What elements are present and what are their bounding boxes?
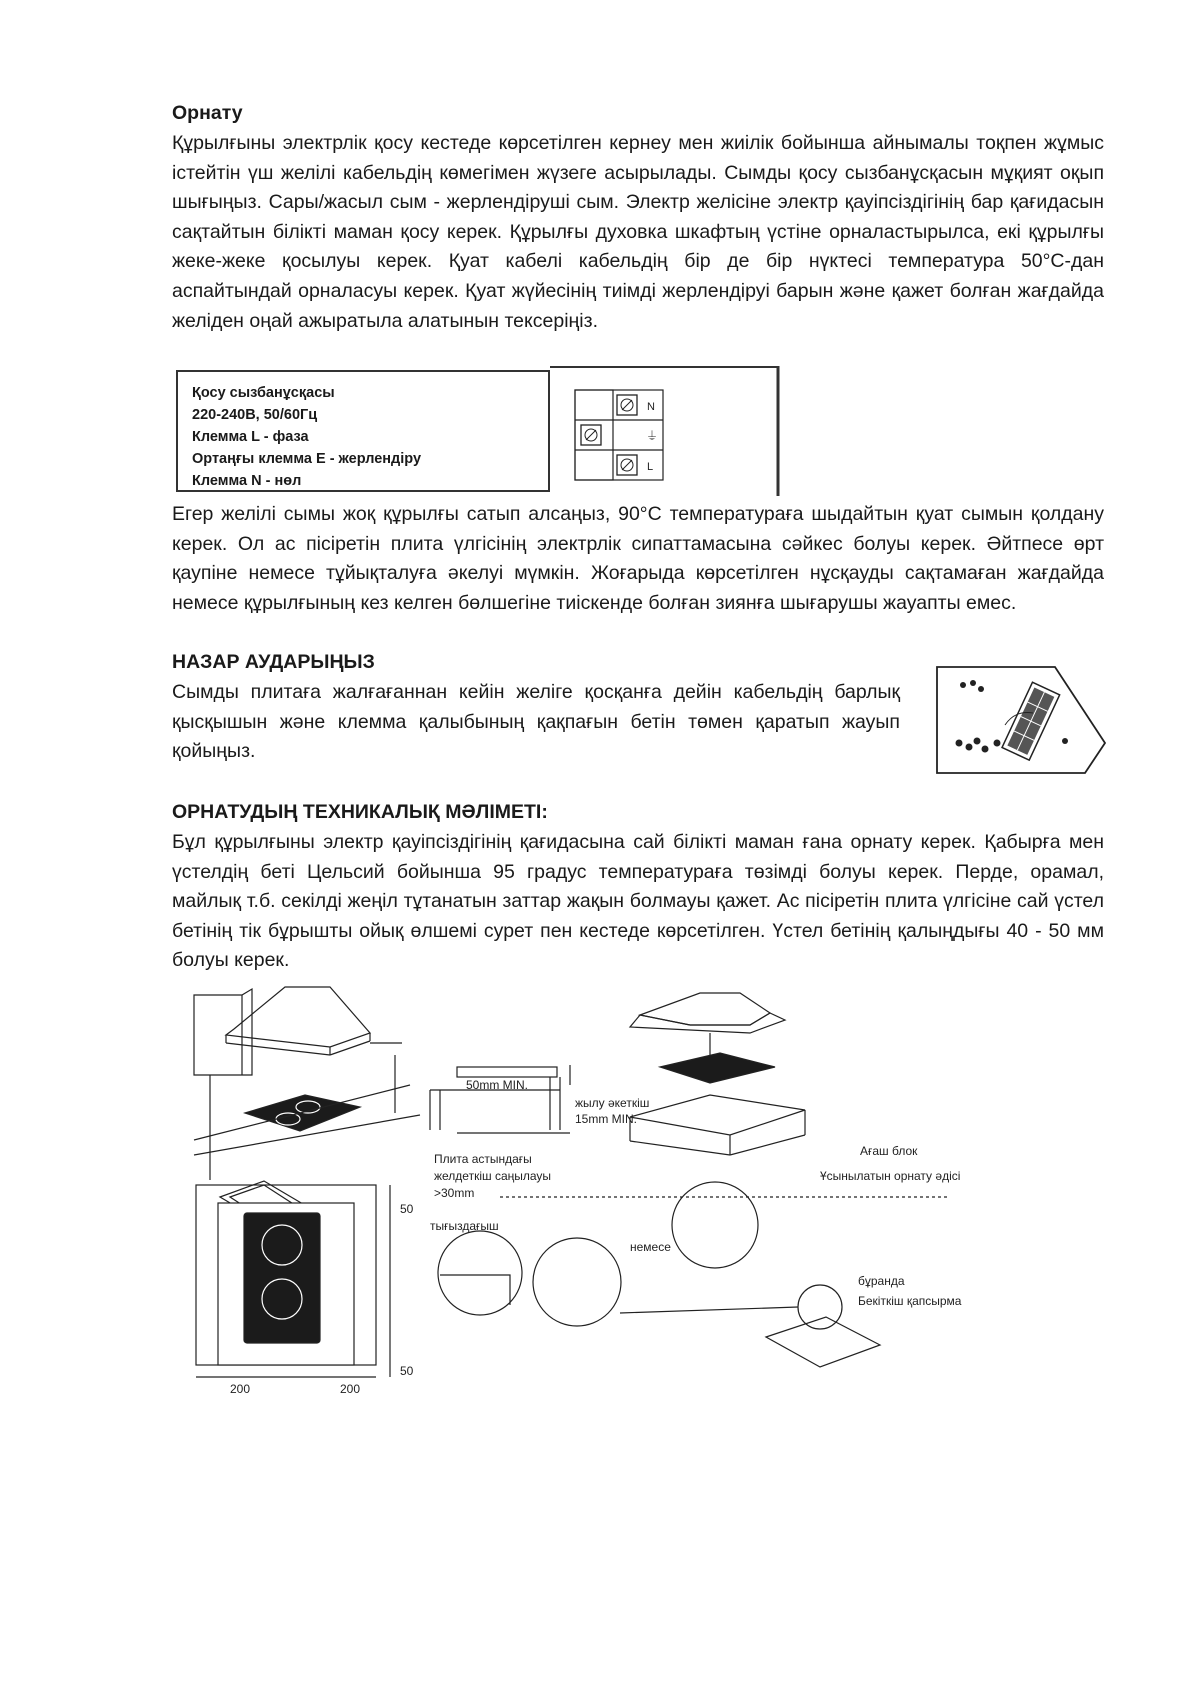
cutout-dimension-figure [196,1185,390,1377]
terminal-screw-icon [617,455,637,475]
dim200-left: 200 [230,1382,251,1396]
terminal-label-n: N [647,401,655,413]
heat-shield-label: жылу әкеткіш [575,1096,650,1110]
dim200-right: 200 [340,1382,361,1396]
seal-label: тығыздағыш [430,1219,499,1233]
wiring-line: 220-240В, 50/60Гц [192,407,318,423]
seal-detail-figure [438,1231,522,1315]
wiring-line: Ортаңғы клемма E - жерлендіру [192,451,422,467]
wiring-line: Қосу сызбанұсқасы [192,385,335,401]
terminal-screw-icon [581,425,601,445]
wiring-line: Клемма N - нөл [192,473,302,489]
section-title: Орнату [172,102,243,124]
min15-label: 15mm MIN. [575,1112,638,1126]
installation-paragraph: Құрылғыны электрлік қосу кестеде көрсетілген кернеу мен жиілік бойынша айнымалы тоқпен жұмыс істейтін үш желілі кабельдің көмегімен жүзеге асырылады. Сымды қосу сызбанұсқасын мұқият оқып шығыңыз. Сары/жасыл сым - жерлендіруші сым. Электр желісіне электр қауіпсіздігінің бар қағидасын сақтайтын білікті маман қосу керек. Құрылғы духовка шкафтың үстіне орналастырылса, екі құрылғы жеке-жеке қосылуы керек. Қуат кабелі кабельдің бір де бір нүктесі температура 50°C-дан аспайтындай орналасуы керек. Қуат жүйесінің тиімді жерлендіруі барын және қажет болған жағдайда желіден оңай ажыратыла алатынын тексеріңіз. [172,132,1104,332]
cable-paragraph: Егер желілі сымы жоқ құрылғы сатып алсаңыз, 90°C температураға шыдайтын қуат сымын қолдану керек. Ол ас пісіретін плита үлгісінің электрлік сипаттамасына сәйкес болуы керек. Әйтпесе өрт қаупіне немесе тұйықталуға әкелуі мүмкін. Жоғарыда көрсетілген нұсқауды сақтамаған жағдайда немесе құрылғының кез келген бөлшегіне тиіскенде болған зиянға шығарушы жауапты емес. [172,503,1104,614]
technical-paragraph: Бұл құрылғыны электр қауіпсіздігінің қағидасына сай білікті маман ғана орнату керек. Қабырға мен үстелдің беті Цельсий бойынша 95 градус температураға төзімді болуы керек. Перде, орамал, майлық т.б. секілді жеңіл тұтанатын заттар жақын болмауы қажет. Ас пісіретін плита үлгісіне сай үстел бетінің тік бұрышты ойық өлшемі сурет пен кестеде көрсетілген. Үстел бетінің қалыңдығы 40 - 50 мм болуы керек. [172,831,1104,972]
terminal-block-diagram [550,366,780,496]
technical-title: ОРНАТУДЫҢ ТЕХНИКАЛЫҚ МӘЛІМЕТІ: [172,801,548,823]
min50-label: 50mm MIN. [466,1078,529,1092]
or-label: немесе [630,1240,671,1254]
vent-label-3: >30mm [434,1186,475,1200]
wiring-line: Клемма L - фаза [192,429,309,445]
clip-label: Бекіткіш қапсырма [858,1294,962,1308]
wiring-diagram-box [176,370,550,492]
screw-label: бұранда [858,1274,905,1288]
ground-icon: ⏚ [646,429,659,443]
recommended-label: Ұсынылатын орнату әдісі [820,1169,961,1183]
terminal-cover-illustration [925,655,1110,780]
dim50-top: 50 [400,1202,414,1216]
installation-figures [190,985,1070,1505]
vent-label-1: Плита астындағы [434,1152,532,1166]
attention-title: НАЗАР АУДАРЫҢЫЗ [172,651,375,673]
hood-clearance-figure [194,987,420,1223]
wood-block-label: Ағаш блок [860,1144,918,1158]
terminal-label-l: L [647,461,654,473]
attention-paragraph: Сымды плитаға жалғағаннан кейін желіге қосқанға дейін кабельдің барлық қысқышын және клемма қалыбының қақпағын бетін төмен қаратып жауып қойыңыз. [172,681,900,763]
ventilation-figure [430,1065,570,1133]
vent-label-2: желдеткіш саңылауы [434,1169,552,1183]
terminal-screw-icon [617,395,637,415]
dim50-bottom: 50 [400,1364,414,1378]
